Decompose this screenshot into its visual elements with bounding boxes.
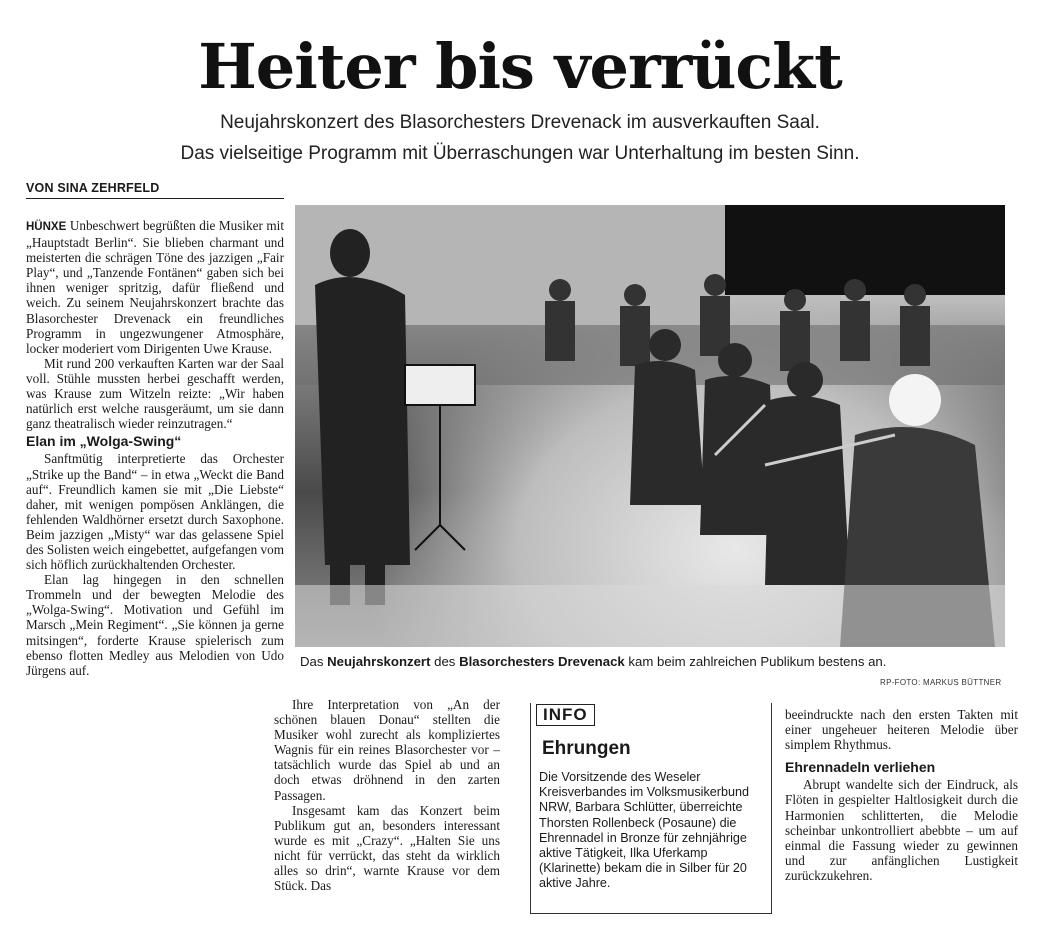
subheading-ehrennadeln: Ehrennadeln verliehen	[785, 759, 936, 776]
paragraph: Ihre Interpretation von „An der schönen blauen Donau“ stellten die Musiker wohl zurecht als kompliziertes Wagnis für ein reines Blasorchester vor – tatsächlich wurde das Spiel ab und an doch etwas dröhnend in den zarten Passagen.	[274, 697, 500, 803]
paragraph: Sanftmütig interpretierte das Orchester „Strike up the Band“ – in etwa „Weckt die Band auf“. Freundlich kamen sie mit „Die Liebste“ daher, mit wenigen pompösen Anklängen, die fehlenden Waldhörner ersetzt durch Saxophone. Beim jazzigen „Misty“ war das gelassene Spiel des Solisten weich eingebettet, aufgefangen vom sich höflich zurückhaltenden Orchester.	[26, 451, 284, 573]
photo-illustration	[295, 205, 1005, 647]
dateline-city: HÜNXE	[26, 221, 67, 233]
paragraph-text: Unbeschwert begrüßten die Musiker mit „Hauptstadt Berlin“. Sie blieben charmant und meisterten die schrägen Töne des jazzigen „Fair Play“, und „Tanzende Fontänen“ gaben sich bei ihnen weniger spritzig, dafür fließend und weich. Zu seinem Neujahrskonzert brachte das Blasorchester Drevenack ein freundliches Programm in ungezwungener Atmosphäre, locker moderiert vom Dirigenten Uwe Krause.	[26, 218, 284, 356]
photo-caption: Das Neujahrskonzert des Blasorchesters Drevenack kam beim zahlreichen Publikum bestens an.	[300, 654, 887, 669]
column-2	[274, 697, 500, 893]
info-label: INFO	[536, 704, 595, 726]
orchestra-photo	[295, 205, 1005, 647]
column-1	[26, 218, 284, 678]
byline-rule	[26, 198, 284, 199]
headline: Heiter bis verrückt	[198, 30, 842, 103]
paragraph: Mit rund 200 verkauften Karten war der Saal voll. Stühle mussten herbei geschafft werden, was Krause zum Witzeln reizte: „Wir haben natürlich erst welche rausgeräumt, um sie dann ganz theatralisch wieder reinzutragen.“	[26, 355, 284, 432]
paragraph	[26, 218, 284, 356]
info-title: Ehrungen	[542, 738, 631, 759]
subheading-wolga-swing: Elan im „Wolga-Swing“	[26, 433, 182, 450]
paragraph: Abrupt wandelte sich der Eindruck, als Flöten in gespielter Haltlosigkeit durch die Harmonien schlitterten, die Melodie scheinbar unkontrolliert abebbte – um auf einmal die Fassung wieder zu gewinnen und zur anfänglichen Lustigkeit zurückzukehren.	[785, 777, 1018, 883]
paragraph: Insgesamt kam das Konzert beim Publikum gut an, besonders interessant wurde es mit „Crazy“. „Halten Sie uns nicht für verrückt, das steht da wirklich alles so drin“, warnte Krause vor dem Stück. Das	[274, 802, 500, 894]
column-4	[785, 707, 1018, 883]
paragraph: Elan lag hingegen in den schnellen Trommeln und der bewegten Melodie des „Wolga-Swing“. Motivation und Gefühl im Marsch „Mein Regiment“. „Sie können ja gerne mitsingen“, forderte Krause spielerisch zum ebenso flotten Medley aus Melodien von Udo Jürgens auf.	[26, 572, 284, 678]
info-text: Die Vorsitzende des Weseler Kreisverbandes im Volksmusikerbund NRW, Barbara Schlütter, überreichte Thorsten Rollenbeck (Posaune) die Ehrennadel in Bronze für zehnjährige aktive Tätigkeit, Ilka Uferkamp (Klarinette) bekam die in Silber für 20 aktive Jahre.	[539, 770, 749, 891]
subtitle-line-2: Das vielseitige Programm mit Überraschungen war Unterhaltung im besten Sinn.	[180, 143, 860, 164]
paragraph: beeindruckte nach den ersten Takten mit einer ungeheuer heiteren Melodie über simplem Rhythmus.	[785, 707, 1018, 753]
subtitle-line-1: Neujahrskonzert des Blasorchesters Drevenack im ausverkauften Saal.	[220, 112, 820, 133]
photo-credit: RP-FOTO: MARKUS BÜTTNER	[880, 678, 1002, 687]
byline: VON SINA ZEHRFELD	[26, 181, 160, 195]
